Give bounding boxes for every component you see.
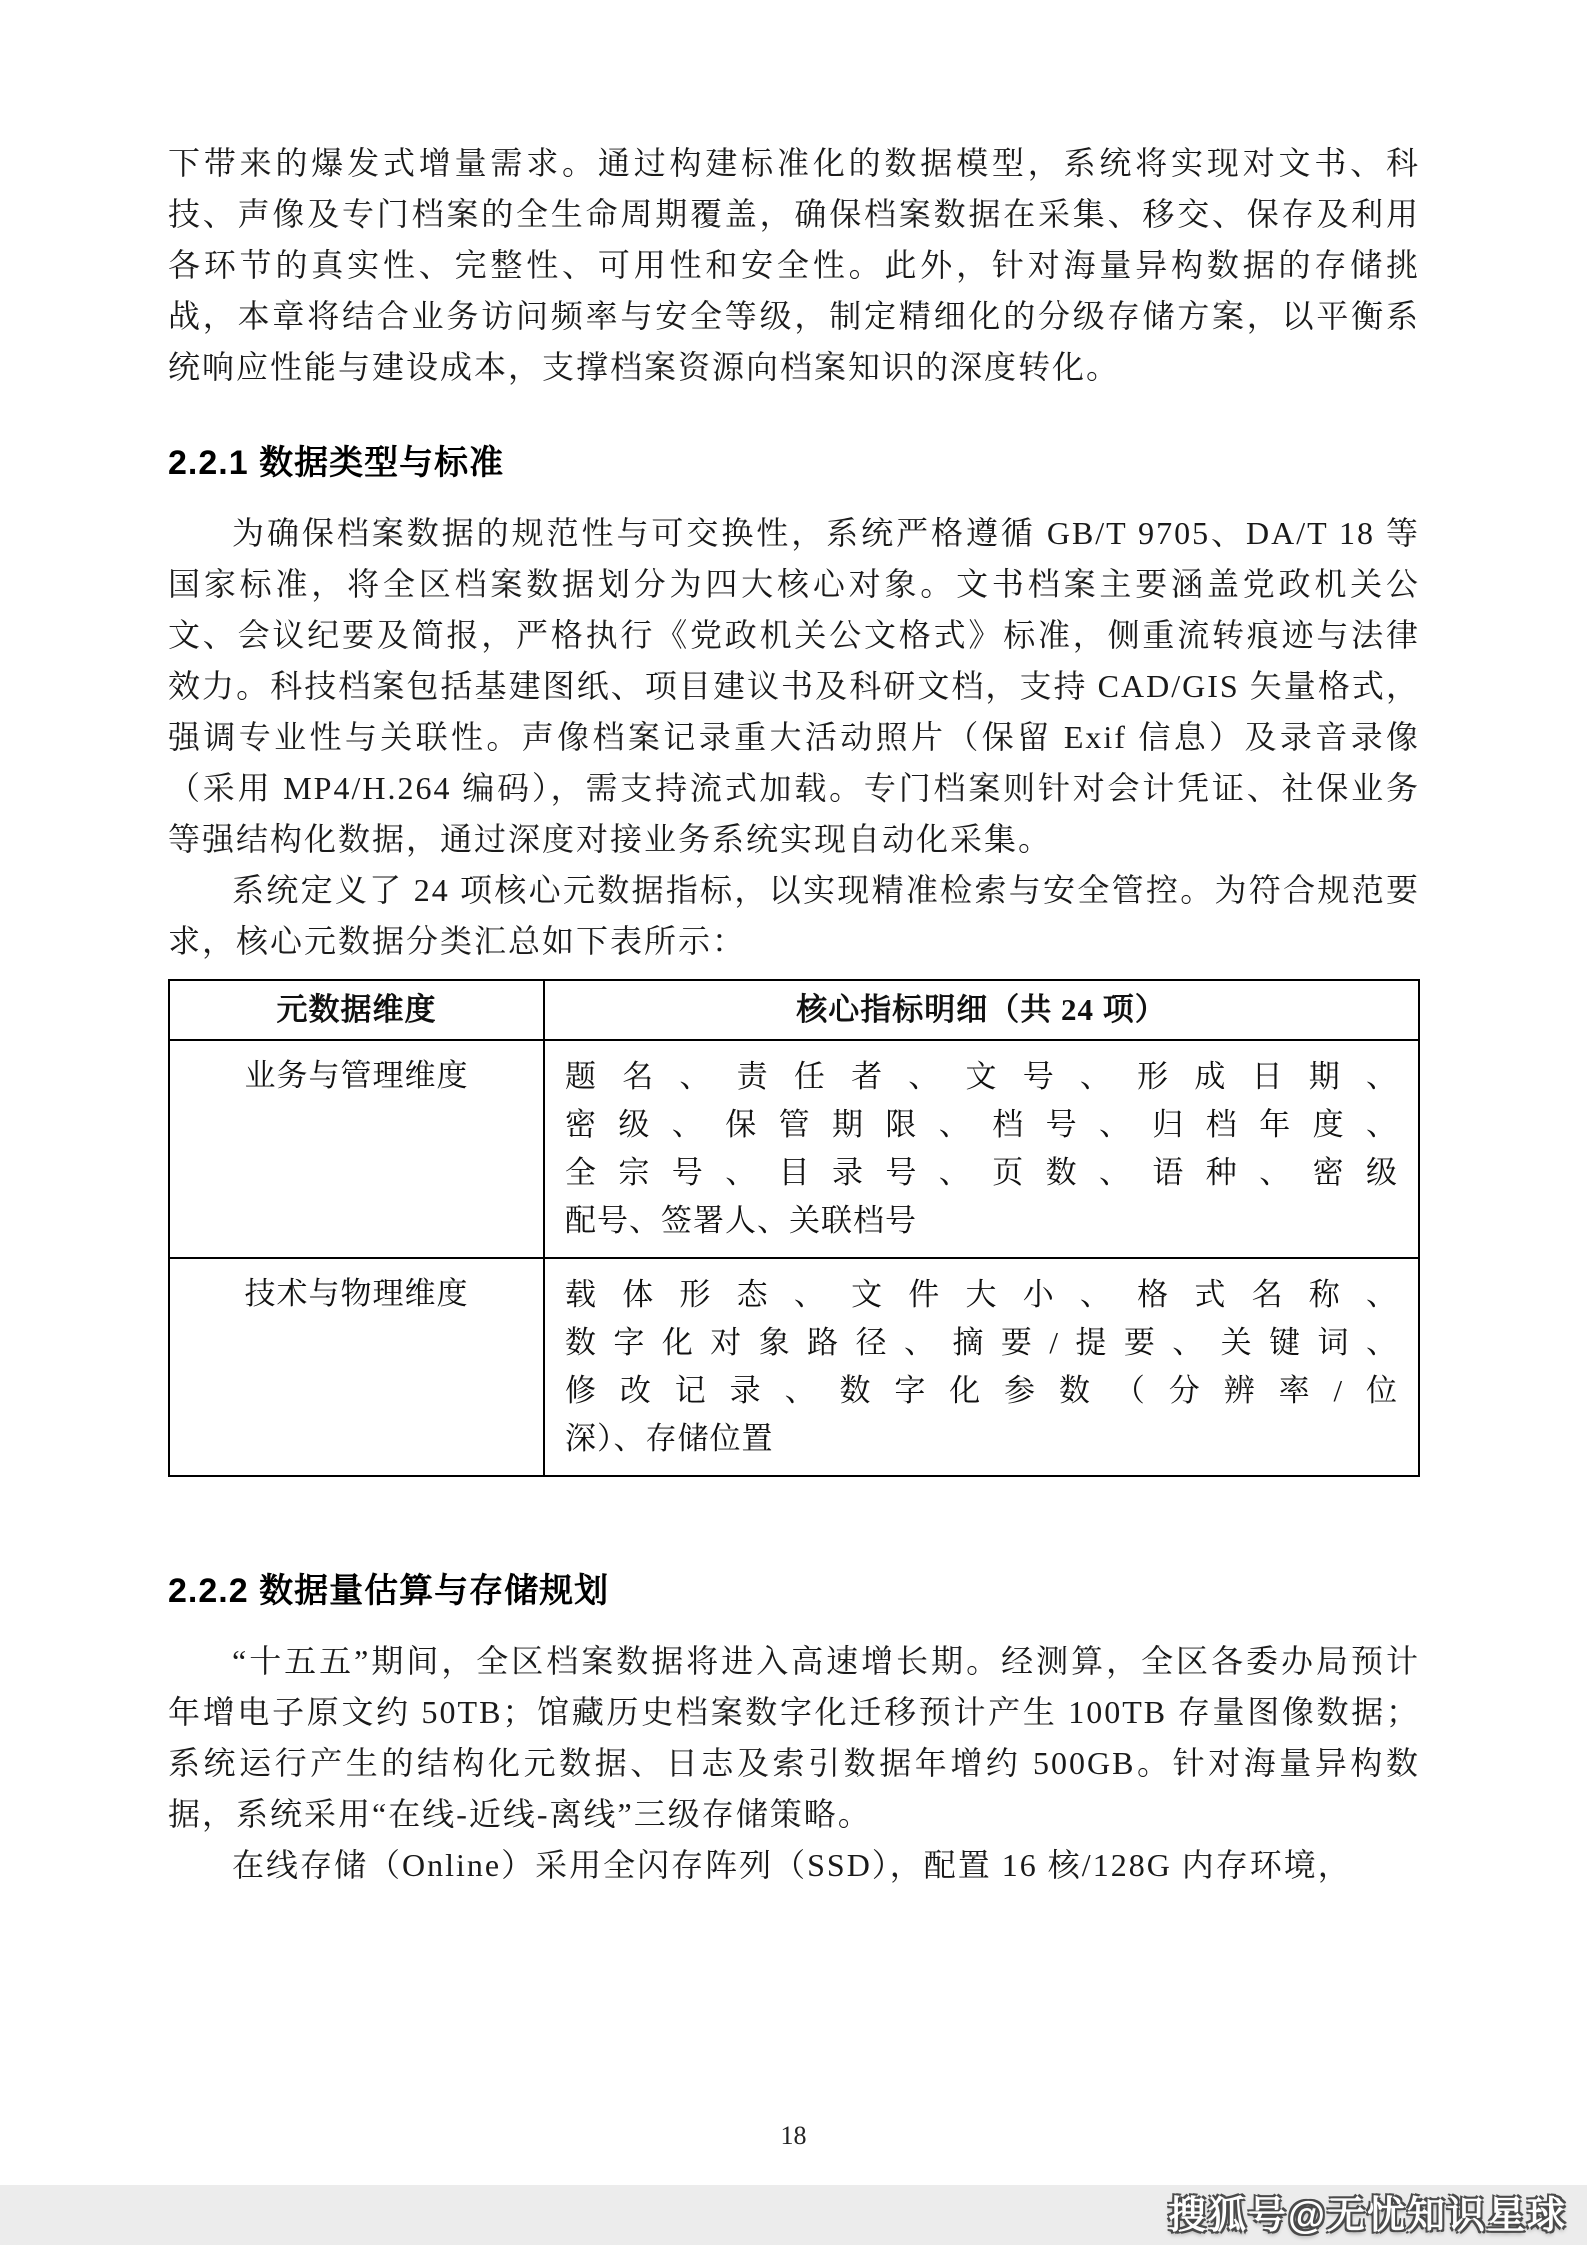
section-heading-2-2-1: 2.2.1 数据类型与标准	[168, 444, 505, 482]
table-cell-details	[544, 1040, 1419, 1258]
detail-line: 数字化对象路径、摘要/提要、关键词、	[565, 1325, 1398, 1360]
detail-line: 载体形态、文件大小、格式名称、	[565, 1277, 1398, 1312]
detail-line: 全宗号、目录号、页数、语种、密级	[565, 1155, 1398, 1190]
table-row-business-management	[169, 1040, 1419, 1258]
table-row-technical-physical	[169, 1258, 1419, 1476]
metadata-table	[168, 979, 1420, 1477]
paragraph-continuation: 下带来的爆发式增量需求。通过构建标准化的数据模型，系统将实现对文书、科技、声像及专门档案的全生命周期覆盖，确保档案数据在采集、移交、保存及利用各环节的真实性、完整性、可用性和安全性。此外，针对海量异构数据的存储挑战，本章将结合业务访问频率与安全等级，制定精细化的分级存储方案，以平衡系统响应性能与建设成本，支撑档案资源向档案知识的深度转化。	[168, 145, 1420, 385]
detail-line: 密级、保管期限、档号、归档年度、	[565, 1107, 1398, 1142]
detail-line: 深）、存储位置	[565, 1421, 774, 1456]
detail-line: 配号、签署人、关联档号	[565, 1203, 917, 1238]
table-header-dimension: 元数据维度	[169, 980, 544, 1040]
table-header-details: 核心指标明细（共 24 项）	[544, 980, 1419, 1040]
page-number: 18	[780, 2121, 807, 2150]
section-heading-2-2-2: 2.2.2 数据量估算与存储规划	[168, 1572, 610, 1610]
table-cell-dimension: 业务与管理维度	[169, 1040, 544, 1258]
section-2-2-2-paragraph-2: 在线存储（Online）采用全闪存阵列（SSD），配置 16 核/128G 内存环境，	[232, 1847, 1352, 1883]
detail-line: 题名、责任者、文号、形成日期、	[565, 1059, 1398, 1094]
table-header-row	[169, 980, 1419, 1040]
table-cell-details	[544, 1258, 1419, 1476]
table-cell-dimension: 技术与物理维度	[169, 1258, 544, 1476]
section-2-2-1-paragraph-2: 系统定义了 24 项核心元数据指标，以实现精准检索与安全管控。为符合规范要求，核心元数据分类汇总如下表所示：	[168, 872, 1420, 959]
section-2-2-2-paragraph-1: “十五五”期间，全区档案数据将进入高速增长期。经测算，全区各委办局预计年增电子原文约 50TB；馆藏历史档案数字化迁移预计产生 100TB 存量图像数据；系统运行产生的结构化元数据、日志及索引数据年增约 500GB。针对海量异构数据，系统采用“在线-近线-离线”三级存储策略。	[168, 1643, 1420, 1832]
watermark-sohu: 搜狐号@无忧知识星球	[1167, 2195, 1567, 2237]
detail-line: 修改记录、数字化参数（分辨率/位	[565, 1373, 1398, 1408]
section-2-2-1-paragraph-1: 为确保档案数据的规范性与可交换性，系统严格遵循 GB/T 9705、DA/T 18 等国家标准，将全区档案数据划分为四大核心对象。文书档案主要涵盖党政机关公文、会议纪要及简报，严格执行《党政机关公文格式》标准，侧重流转痕迹与法律效力。科技档案包括基建图纸、项目建议书及科研文档，支持 CAD/GIS 矢量格式，强调专业性与关联性。声像档案记录重大活动照片（保留 Exif 信息）及录音录像（采用 MP4/H.264 编码），需支持流式加载。专门档案则针对会计凭证、社保业务等强结构化数据，通过深度对接业务系统实现自动化采集。	[168, 515, 1420, 857]
